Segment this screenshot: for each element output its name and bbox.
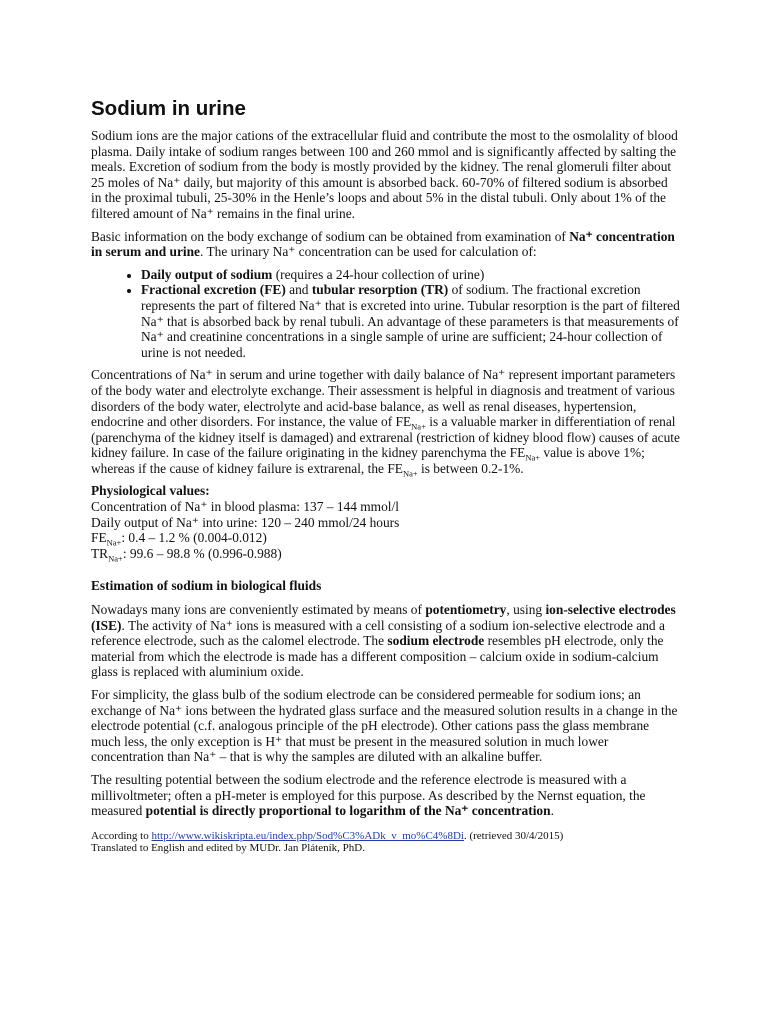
bold-term: tubular resorption (TR) (311, 282, 449, 298)
physio-line (91, 546, 681, 562)
bold-term: Na⁺ concentration in serum and urine (91, 228, 675, 260)
text-run: : 99.6 – 98.8 % (0.996-0.988) (122, 545, 282, 561)
text-run: , using (506, 602, 546, 618)
footer-translator: Translated to English and edited by MUDr. Jan Pláteník, PhD. (91, 842, 365, 855)
text-run: TR (91, 545, 109, 561)
list-item (141, 267, 681, 283)
footer-retrieved: . (retrieved 30/4/2015) (463, 829, 564, 842)
text-run: and (285, 282, 312, 298)
glass-electrode-paragraph: For simplicity, the glass bulb of the sodium electrode can be considered permeable for sodium ions; an exchange of Na⁺ ions between the hydrated glass surface and the measured solution results in a change in the electrode potential (c.f. analogous principle of the pH electrode). Other cations pass the glass membrane much less, the only exception is H⁺ that must be present in the measured solution in much lower concentration than Na⁺ – that is why the samples are diluted with an alkaline buffer. (91, 687, 678, 765)
text-run: resembles pH electrode, only the material from which the electrode is made has a different composition – calcium oxide in sodium-calcium glass is replaced with aluminium oxide. (91, 633, 664, 680)
footer-note (91, 830, 681, 855)
list-item (141, 282, 681, 360)
page-title: Sodium in urine (91, 97, 246, 120)
text-run: is a valuable marker in differentiation of renal (parenchyma of the kidney itself is damaged) and extrarenal (restriction of kidney blood flow) causes of acute kidney failure. In case of the failure originating in the kidney parenchyma the FE (91, 414, 680, 461)
basic-info-paragraph (91, 229, 681, 260)
bold-term: potentiometry (425, 602, 507, 618)
text-run: Basic information on the body exchange of sodium can be obtained from examination of (91, 228, 570, 244)
text-run: is between 0.2-1%. (417, 460, 524, 476)
text-run: : 0.4 – 1.2 % (0.004-0.012) (121, 530, 267, 546)
text-run: (requires a 24-hour collection of urine) (272, 266, 485, 282)
text-run: . The activity of Na⁺ ions is measured with a cell consisting of a sodium ion-selective electrode and a reference electrode, such as the calomel electrode. The (91, 617, 665, 649)
bold-term: sodium electrode (387, 633, 485, 649)
potentiometry-paragraph (91, 602, 681, 680)
text-run: The resulting potential between the sodium electrode and the reference electrode is measured with a millivoltmeter; often a pH-meter is employed for this purpose. As described by the Nernst equation, the measured (91, 771, 646, 819)
text-run: value is above 1%; whereas if the cause of kidney failure is extrarenal, the FE (91, 445, 645, 476)
bold-term: ion-selective electrodes (ISE) (91, 602, 676, 633)
intro-paragraph: Sodium ions are the major cations of the extracellular fluid and contribute the most to the osmolality of blood plasma. Daily intake of sodium ranges between 100 and 260 mmol and is significantly affected by salting the meals. Excretion of sodium from the body is mostly provided by the kidney. The renal glomeruli filter about 25 moles of Na⁺ daily, but majority of this amount is absorbed back. 60-70% of filtered sodium is absorbed in the proximal tubuli, 25-30% in the Henle’s loops and about 5% in the distal tubuli. Only about 1% of the filtered amount of Na⁺ remains in the final urine. (91, 128, 678, 221)
text-run: Concentrations of Na⁺ in serum and urine together with daily balance of Na⁺ represent important parameters of the body water and electrolyte exchange. Their assessment is helpful in diagnosis and treatment of various disorders of the body water, electrolyte and acid-base balance, as well as renal diseases, hypertension, endocrine and other disorders. For instance, the value of FE (91, 367, 676, 430)
bold-term: Daily output of sodium (141, 266, 273, 282)
physiological-values (91, 483, 681, 564)
text-run: . The urinary Na⁺ concentration can be used for calculation of: (200, 244, 537, 260)
bold-term: Fractional excretion (FE) (141, 282, 286, 298)
subscript: Na+ (411, 421, 426, 432)
calculation-list (91, 267, 681, 361)
subscript: Na+ (108, 553, 123, 564)
clinical-paragraph (91, 367, 681, 479)
source-link[interactable]: http://www.wikiskripta.eu/index.php/Sod%C3%ADk_v_mo%C4%8Di (151, 829, 464, 842)
text-run: . (550, 803, 554, 819)
text-run: of sodium. The fractional excretion represents the part of filtered Na⁺ that is excreted into urine. Tubular resorption is the part of filtered Na⁺ that is absorbed back by renal tubuli. An advantage of these parameters is that measurements of Na⁺ and creatinine concentrations in a single sample of urine are sufficient; 24-hour collection of urine is not needed. (141, 282, 680, 360)
bold-term: potential is directly proportional to logarithm of the Na⁺ concentration (145, 803, 551, 819)
physio-line: Daily output of Na⁺ into urine: 120 – 240 mmol/24 hours (91, 514, 400, 530)
text-run: Nowadays many ions are conveniently estimated by means of (91, 602, 426, 618)
footer-prefix: According to (91, 829, 152, 842)
subscript: Na+ (106, 537, 122, 548)
physio-line (91, 530, 681, 546)
subscript: Na+ (525, 452, 541, 463)
nernst-paragraph (91, 772, 681, 819)
text-run: FE (91, 530, 107, 546)
document-page (91, 97, 681, 855)
physio-heading: Physiological values: (91, 483, 210, 499)
physio-line: Concentration of Na⁺ in blood plasma: 137 – 144 mmol/l (91, 499, 399, 515)
subscript: Na+ (402, 468, 418, 479)
section-heading: Estimation of sodium in biological fluids (91, 578, 322, 594)
